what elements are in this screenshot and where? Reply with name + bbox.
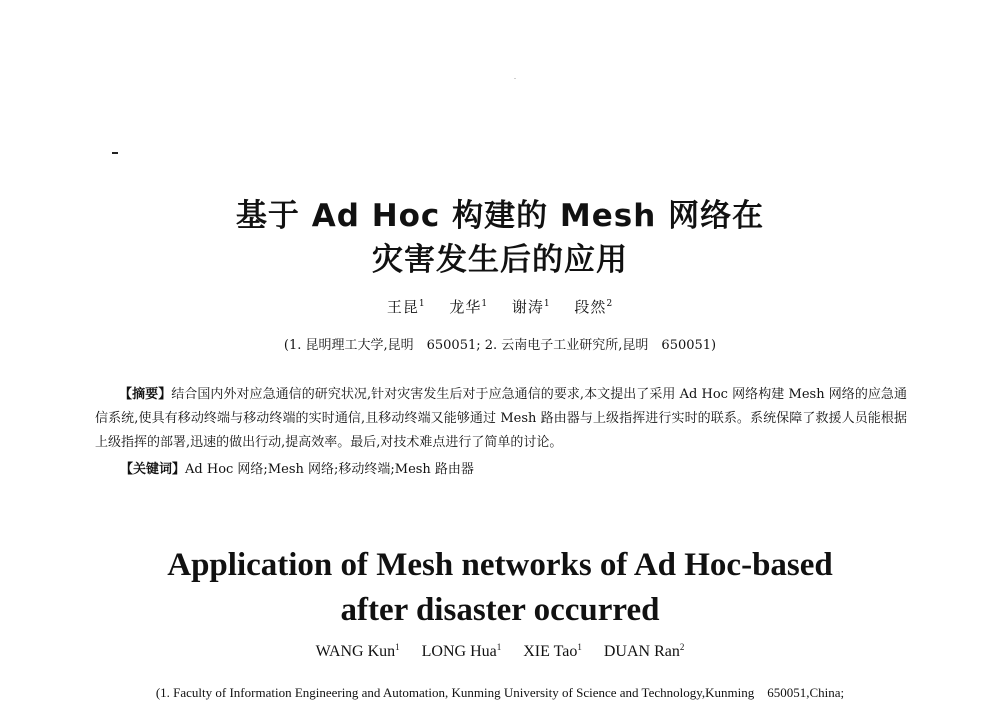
- author-cn: 谢涛$^1$: [511, 298, 551, 316]
- author-en: DUAN Ran$^2$: [603, 642, 685, 660]
- chinese-title-line-2: 灾害发生后的应用: [372, 242, 628, 278]
- keywords: [120, 458, 474, 477]
- author-cn: 王昆$^1$: [386, 298, 426, 316]
- english-affiliation: (1. Faculty of Information Engineering and Automation, Kunming University of Science and Technology,Kunming 650051,China;: [155, 685, 845, 700]
- author-cn: 龙华$^1$: [449, 298, 489, 316]
- abstract-paragraph: [95, 383, 907, 455]
- author-en: WANG Kun$^1$: [315, 642, 400, 660]
- abstract-text: 结合国内外对应急通信的研究状况,针对灾害发生后对于应急通信的要求,本文提出了采用 Ad Hoc 网络构建 Mesh 网络的应急通信系统,使具有移动终端与移动终端的实时通信,且移动终端又能够通过 Mesh 路由器与上级指挥进行实时的联系。系统保障了救援人员能根据上级指挥的部署,迅速的做出行动,提高效率。最后,对技术难点进行了简单的讨论。: [95, 387, 907, 450]
- english-title-line-2: after disaster occurred: [340, 592, 660, 628]
- author-en: LONG Hua$^1$: [421, 642, 502, 660]
- english-title-line-1: Application of Mesh networks of Ad Hoc-based: [167, 547, 833, 583]
- author-en: XIE Tao$^1$: [523, 642, 582, 660]
- english-authors: [0, 642, 1000, 661]
- author-cn: 段然$^2$: [574, 298, 614, 316]
- abstract-label: 【摘要】: [119, 387, 172, 402]
- chinese-title-line-1: 基于 Ad Hoc 构建的 Mesh 网络在: [235, 198, 765, 234]
- keywords-label: 【关键词】: [120, 462, 186, 477]
- keywords-text: Ad Hoc 网络;Mesh 网络;移动终端;Mesh 路由器: [185, 462, 474, 477]
- chinese-affiliation: (1. 昆明理工大学,昆明 650051; 2. 云南电子工业研究所,昆明 650051): [283, 338, 717, 353]
- chinese-authors: [0, 296, 1000, 317]
- scan-dot: [514, 78, 516, 79]
- margin-mark: [112, 152, 118, 154]
